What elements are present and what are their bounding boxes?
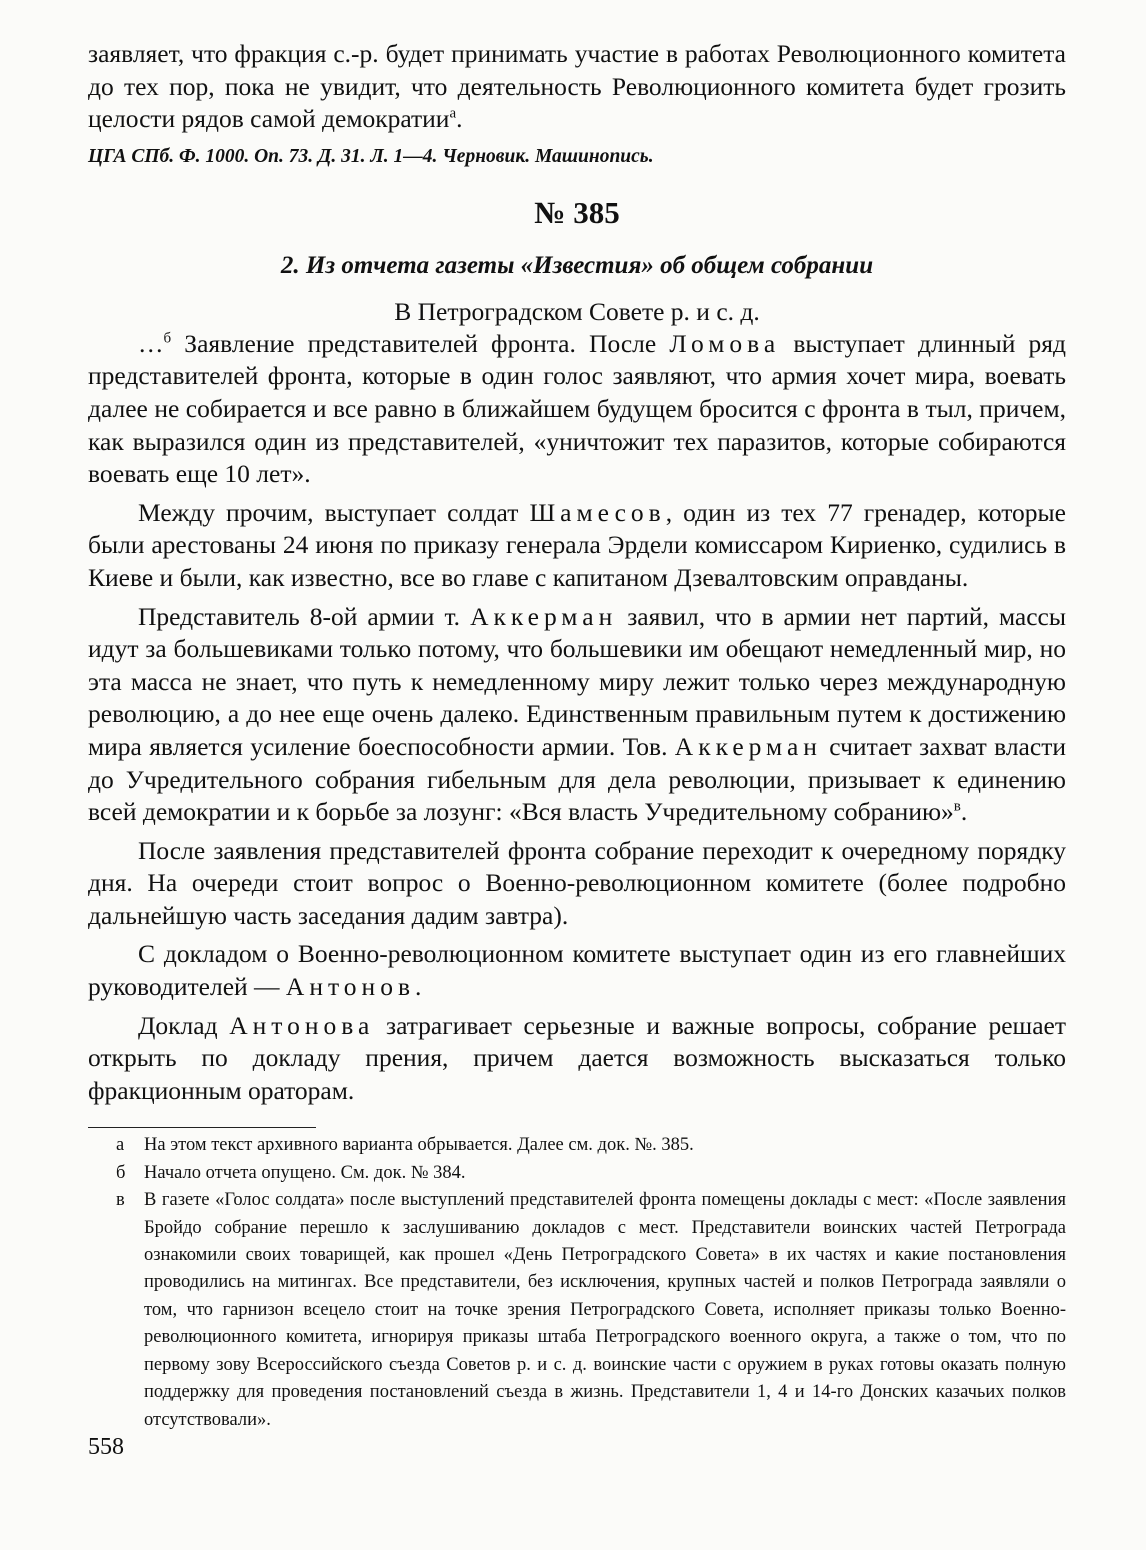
document-subtitle: В Петроградском Совете р. и с. д.	[394, 296, 760, 326]
paragraph-text: .	[414, 972, 422, 1002]
paragraph-text: считает захват власти до Учредительного собрания гибельным для дела революции, призывает к единению всей демократии и к борьбе за лозунг: «Вся власть Учредительному собранию»	[88, 731, 1066, 827]
footnote-text: В газете «Голос солдата» после выступлений представителей фронта помещены доклады с мест: «После заявления Бройдо собрание перешло к заслушиванию докладов с мест. Представители воинских частей Петрограда ознакомили своих товарищей, как прошел «День Петроградского Совета» в их частях и какие постановления проводились на митингах. Все представители, без исключения, крупных частей и полков Петрограда заявляли о том, что гарнизон всецело стоит на точке зрения Петроградского Совета, исполняет приказы только Военно-революционного комитета, игнорируя приказы штаба Петроградского военного округа, а также о том, что по первому зову Всероссийского съезда Советов р. и с. д. воинские части с оружием в руках готовы оказать полную поддержку для проведения постановлений съезда в жизнь. Представители 1, 4 и 14-го Донских казачьих полков отсутствовали».	[144, 1190, 1066, 1430]
continuation-text: заявляет, что фракция с.-р. будет принимать участие в работах Революционного комитета до тех пор, пока не увидит, что деятельность Революционного комитета будет грозить целости рядов самой демократии	[88, 39, 1066, 134]
footnote-mark: а	[116, 1135, 125, 1156]
paragraph-text: заявил, что в армии нет партий, массы идут за большевиками только потому, что большевики им обещают немедленный мир, но эта масса не знает, что путь к немедленному миру лежит только через международную революцию, а до нее еще очень далеко. Единственным правильным путем к достижению мира является усиление боеспособности армии. Тов.	[88, 601, 1066, 761]
footnote-b	[88, 1160, 1066, 1187]
footnote-text: Начало отчета опущено. См. док. № 384.	[144, 1162, 466, 1183]
spaced-name-akkerman: Аккерман	[470, 601, 618, 631]
paragraph-text: , один из тех 77 гренадер, которые были арестованы 24 июня по приказу генерала Эрдели комиссаром Кириенко, судились в Киеве и были, как известно, все во главе с капитаном Дзевалтовским оправданы.	[88, 497, 1066, 592]
paragraph-akkerman: Представитель 8-ой армии т. Аккерман заявил, что в армии нет партий, массы идут за большевиками только потому, что большевики им обещают немедленный мир, но эта масса не знает, что путь к немедленному миру лежит только через международную революцию, а до нее еще очень далеко. Единственным правильным путем к достижению мира является усиление боеспособности армии. Тов. Аккерман считает захват власти до Учредительного собрания гибельным для дела революции, призывает к единению всей демократии и к борьбе за лозунг: «Вся власть Учредительному собранию»$^в$.	[88, 601, 1066, 827]
paragraph-text: Доклад	[138, 1010, 230, 1040]
footnote-ref-b[interactable]: б	[163, 330, 172, 347]
paragraph-agenda: После заявления представителей фронта собрание переходит к очередному порядку дня. На очереди стоит вопрос о Военно-революционном комитете (более подробно дальнейшую часть заседания дадим завтра).	[88, 835, 1066, 930]
footnote-divider	[88, 1127, 316, 1128]
paragraph-report	[88, 938, 1066, 1003]
paragraph-text: Представитель 8-ой армии т.	[138, 601, 471, 631]
spaced-name-antonova: Антонова	[229, 1010, 375, 1040]
document-title: 2. Из отчета газеты «Известия» об общем собрании	[280, 251, 874, 279]
footnote-ref-a[interactable]: а	[449, 105, 457, 122]
continuation-paragraph: заявляет, что фракция с.-р. будет принимать участие в работах Революционного комитета до тех пор, пока не увидит, что деятельность Революционного комитета будет грозить целости рядов самой демократии$^а$.	[88, 39, 1066, 134]
footnote-v	[88, 1187, 1066, 1434]
spaced-name-antonov: Антонов	[285, 972, 415, 1002]
page-number: 558	[88, 1434, 124, 1460]
footnotes	[88, 1132, 1066, 1433]
footnote-a	[88, 1132, 1066, 1159]
archive-source-line: ЦГА СПб. Ф. 1000. Оп. 73. Д. 31. Л. 1—4. Черновик. Машинопись.	[88, 145, 654, 167]
spaced-name-lomov: Ломова	[669, 328, 781, 358]
footnote-ref-v[interactable]: в	[953, 798, 961, 815]
paragraph-text: затрагивает серьезные и важные вопросы, собрание решает открыть по докладу прения, причем дается возможность высказаться только фракционным ораторам.	[88, 1010, 1066, 1105]
paragraph-text: Между прочим, выступает солдат	[138, 497, 530, 527]
paragraph-shamesov	[88, 497, 1066, 595]
spaced-name-shamesov: Шамесов	[529, 497, 666, 527]
ellipsis: …	[138, 328, 164, 358]
document-number: № 385	[534, 194, 620, 230]
paragraph-debate	[88, 1010, 1066, 1108]
paragraph-text: выступает длинный ряд представителей фронта, которые в один голос заявляют, что армия хочет мира, воевать далее не собирается и все равно в ближайшем будущем бросится с фронта в тыл, причем, как выразился один из представителей, «уничтожит тех паразитов, которые собираются воевать еще 10 лет».	[88, 328, 1066, 489]
footnote-mark: в	[116, 1190, 125, 1211]
paragraph-front-representatives	[88, 328, 1066, 491]
footnote-text: На этом текст архивного варианта обрывается. Далее см. док. №. 385.	[144, 1135, 694, 1156]
spaced-name-akkerman-2: Аккерман	[674, 731, 822, 761]
footnote-mark: б	[116, 1162, 126, 1183]
paragraph-text: С докладом о Военно-революционном комитете выступает один из его главнейших руководителей —	[88, 939, 1066, 1002]
paragraph-text: Заявление представителей фронта. После	[171, 328, 670, 358]
